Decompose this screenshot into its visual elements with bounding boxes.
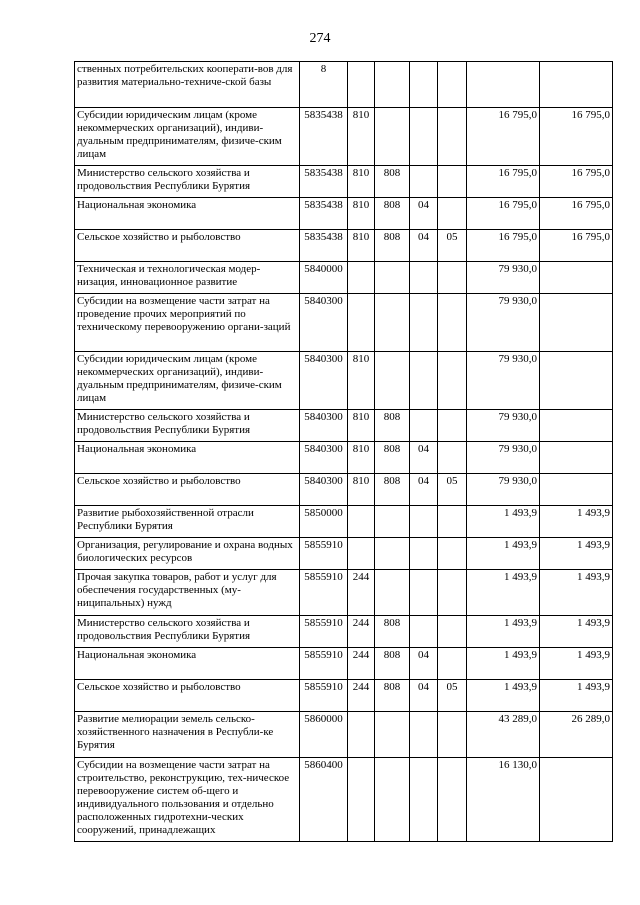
row-name: Организация, регулирование и охрана водных биологических ресурсов <box>75 538 300 570</box>
row-sum-year1: 16 795,0 <box>467 198 540 230</box>
row-section: 04 <box>410 230 438 262</box>
row-sum-year2: 1 493,9 <box>540 648 613 680</box>
row-subsection <box>438 166 467 198</box>
row-name: Субсидии на возмещение части затрат на проведение прочих мероприятий по техническому перевооружению органи-заций <box>75 294 300 352</box>
row-expense-type <box>348 758 375 842</box>
row-sum-year2 <box>540 62 613 108</box>
row-subsection: 05 <box>438 680 467 712</box>
row-subsection: 05 <box>438 230 467 262</box>
table-row <box>75 108 613 166</box>
row-code: 8 <box>300 62 348 108</box>
row-ministry-code: 808 <box>375 474 410 506</box>
row-section <box>410 62 438 108</box>
row-code: 5840000 <box>300 262 348 294</box>
row-sum-year1: 1 493,9 <box>467 648 540 680</box>
table-row <box>75 538 613 570</box>
row-code: 5850000 <box>300 506 348 538</box>
row-section <box>410 410 438 442</box>
row-sum-year1: 1 493,9 <box>467 506 540 538</box>
row-subsection <box>438 294 467 352</box>
row-ministry-code <box>375 712 410 758</box>
row-section <box>410 570 438 616</box>
row-section: 04 <box>410 198 438 230</box>
row-ministry-code: 808 <box>375 198 410 230</box>
row-code: 5860000 <box>300 712 348 758</box>
row-code: 5855910 <box>300 648 348 680</box>
row-ministry-code <box>375 108 410 166</box>
row-sum-year2: 16 795,0 <box>540 230 613 262</box>
row-name: Развитие мелиорации земель сельско-хозяйственного назначения в Республи-ке Бурятия <box>75 712 300 758</box>
row-ministry-code: 808 <box>375 442 410 474</box>
row-expense-type: 810 <box>348 108 375 166</box>
row-name: Прочая закупка товаров, работ и услуг для обеспечения государственных (му-ниципальных) нужд <box>75 570 300 616</box>
row-ministry-code <box>375 570 410 616</box>
row-expense-type <box>348 712 375 758</box>
row-subsection <box>438 758 467 842</box>
row-sum-year2 <box>540 262 613 294</box>
row-name: Национальная экономика <box>75 648 300 680</box>
table-row <box>75 758 613 842</box>
budget-table <box>74 61 613 842</box>
row-sum-year2: 1 493,9 <box>540 570 613 616</box>
table-row <box>75 410 613 442</box>
row-sum-year2 <box>540 410 613 442</box>
row-sum-year1 <box>467 62 540 108</box>
row-section <box>410 294 438 352</box>
table-row <box>75 474 613 506</box>
row-subsection <box>438 352 467 410</box>
row-sum-year2: 1 493,9 <box>540 616 613 648</box>
row-name: Сельское хозяйство и рыболовство <box>75 680 300 712</box>
row-name: Субсидии юридическим лицам (кроме некоммерческих организаций), индиви-дуальным предпринимателям, физиче-ским лицам <box>75 108 300 166</box>
row-sum-year2: 1 493,9 <box>540 506 613 538</box>
row-code: 5855910 <box>300 570 348 616</box>
row-subsection <box>438 410 467 442</box>
row-name: Развитие рыбохозяйственной отрасли Республики Бурятия <box>75 506 300 538</box>
row-subsection <box>438 198 467 230</box>
row-section <box>410 616 438 648</box>
row-name: Национальная экономика <box>75 442 300 474</box>
row-ministry-code <box>375 506 410 538</box>
row-section <box>410 108 438 166</box>
row-code: 5835438 <box>300 166 348 198</box>
row-subsection <box>438 62 467 108</box>
row-sum-year1: 16 795,0 <box>467 230 540 262</box>
row-expense-type: 810 <box>348 198 375 230</box>
row-ministry-code <box>375 62 410 108</box>
row-sum-year1: 43 289,0 <box>467 712 540 758</box>
row-name: Субсидии на возмещение части затрат на строительство, реконструкцию, тех-ническое перевооружение систем об-щего и индивидуального пользования и отдельно расположенных гидротехни-ческих сооружений, принадлежащих <box>75 758 300 842</box>
row-ministry-code: 808 <box>375 230 410 262</box>
row-code: 5855910 <box>300 616 348 648</box>
row-section <box>410 506 438 538</box>
row-code: 5855910 <box>300 538 348 570</box>
row-expense-type <box>348 262 375 294</box>
row-sum-year2 <box>540 758 613 842</box>
row-expense-type: 810 <box>348 230 375 262</box>
row-expense-type <box>348 506 375 538</box>
row-expense-type: 810 <box>348 410 375 442</box>
table-row <box>75 648 613 680</box>
row-sum-year2: 26 289,0 <box>540 712 613 758</box>
row-sum-year1: 79 930,0 <box>467 442 540 474</box>
row-ministry-code: 808 <box>375 166 410 198</box>
row-name: ственных потребительских кооперати-вов для развития материально-техниче-ской базы <box>75 62 300 108</box>
row-ministry-code <box>375 352 410 410</box>
row-sum-year2 <box>540 474 613 506</box>
row-sum-year1: 16 130,0 <box>467 758 540 842</box>
table-row <box>75 262 613 294</box>
table-row <box>75 62 613 108</box>
row-section <box>410 758 438 842</box>
row-name: Техническая и технологическая модер-низация, инновационное развитие <box>75 262 300 294</box>
row-ministry-code <box>375 538 410 570</box>
row-sum-year1: 79 930,0 <box>467 410 540 442</box>
row-section <box>410 352 438 410</box>
row-subsection <box>438 538 467 570</box>
row-ministry-code: 808 <box>375 680 410 712</box>
row-ministry-code <box>375 758 410 842</box>
table-row <box>75 616 613 648</box>
table-row <box>75 294 613 352</box>
row-ministry-code: 808 <box>375 648 410 680</box>
row-subsection <box>438 506 467 538</box>
row-name: Сельское хозяйство и рыболовство <box>75 474 300 506</box>
row-expense-type: 810 <box>348 166 375 198</box>
row-section: 04 <box>410 648 438 680</box>
row-subsection <box>438 570 467 616</box>
row-expense-type <box>348 538 375 570</box>
row-sum-year1: 1 493,9 <box>467 680 540 712</box>
row-sum-year2: 16 795,0 <box>540 198 613 230</box>
row-section <box>410 712 438 758</box>
row-code: 5840300 <box>300 474 348 506</box>
row-ministry-code: 808 <box>375 410 410 442</box>
table-row <box>75 166 613 198</box>
row-sum-year1: 1 493,9 <box>467 538 540 570</box>
row-code: 5835438 <box>300 230 348 262</box>
row-section <box>410 166 438 198</box>
row-code: 5860400 <box>300 758 348 842</box>
row-name: Субсидии юридическим лицам (кроме некоммерческих организаций), индиви-дуальным предпринимателям, физиче-ским лицам <box>75 352 300 410</box>
row-ministry-code <box>375 294 410 352</box>
row-expense-type: 244 <box>348 680 375 712</box>
row-section: 04 <box>410 680 438 712</box>
row-sum-year2 <box>540 352 613 410</box>
row-name: Министерство сельского хозяйства и продовольствия Республики Бурятия <box>75 166 300 198</box>
row-sum-year1: 79 930,0 <box>467 262 540 294</box>
row-code: 5840300 <box>300 294 348 352</box>
row-expense-type: 810 <box>348 442 375 474</box>
row-sum-year1: 16 795,0 <box>467 108 540 166</box>
row-section: 04 <box>410 442 438 474</box>
row-subsection: 05 <box>438 474 467 506</box>
page-number: 274 <box>309 31 331 46</box>
row-sum-year2 <box>540 442 613 474</box>
row-section: 04 <box>410 474 438 506</box>
row-expense-type <box>348 62 375 108</box>
row-expense-type: 244 <box>348 570 375 616</box>
row-sum-year1: 79 930,0 <box>467 474 540 506</box>
row-sum-year2: 1 493,9 <box>540 680 613 712</box>
row-sum-year1: 1 493,9 <box>467 616 540 648</box>
row-expense-type <box>348 294 375 352</box>
row-sum-year2: 16 795,0 <box>540 166 613 198</box>
row-expense-type: 810 <box>348 352 375 410</box>
table-row <box>75 570 613 616</box>
row-expense-type: 244 <box>348 616 375 648</box>
row-sum-year2: 16 795,0 <box>540 108 613 166</box>
row-code: 5835438 <box>300 198 348 230</box>
row-ministry-code: 808 <box>375 616 410 648</box>
row-sum-year1: 79 930,0 <box>467 294 540 352</box>
row-sum-year1: 79 930,0 <box>467 352 540 410</box>
row-code: 5840300 <box>300 410 348 442</box>
row-name: Сельское хозяйство и рыболовство <box>75 230 300 262</box>
row-subsection <box>438 262 467 294</box>
row-subsection <box>438 648 467 680</box>
row-name: Министерство сельского хозяйства и продовольствия Республики Бурятия <box>75 616 300 648</box>
table-row <box>75 230 613 262</box>
table-row <box>75 198 613 230</box>
table-row <box>75 506 613 538</box>
row-section <box>410 538 438 570</box>
row-subsection <box>438 616 467 648</box>
row-code: 5840300 <box>300 442 348 474</box>
row-sum-year1: 16 795,0 <box>467 166 540 198</box>
row-code: 5835438 <box>300 108 348 166</box>
row-subsection <box>438 712 467 758</box>
table-row <box>75 352 613 410</box>
row-sum-year1: 1 493,9 <box>467 570 540 616</box>
row-code: 5840300 <box>300 352 348 410</box>
row-ministry-code <box>375 262 410 294</box>
row-subsection <box>438 108 467 166</box>
table-row <box>75 680 613 712</box>
row-expense-type: 810 <box>348 474 375 506</box>
row-name: Национальная экономика <box>75 198 300 230</box>
table-row <box>75 442 613 474</box>
row-sum-year2: 1 493,9 <box>540 538 613 570</box>
row-code: 5855910 <box>300 680 348 712</box>
row-sum-year2 <box>540 294 613 352</box>
row-name: Министерство сельского хозяйства и продовольствия Республики Бурятия <box>75 410 300 442</box>
row-subsection <box>438 442 467 474</box>
row-section <box>410 262 438 294</box>
table-row <box>75 712 613 758</box>
row-expense-type: 244 <box>348 648 375 680</box>
